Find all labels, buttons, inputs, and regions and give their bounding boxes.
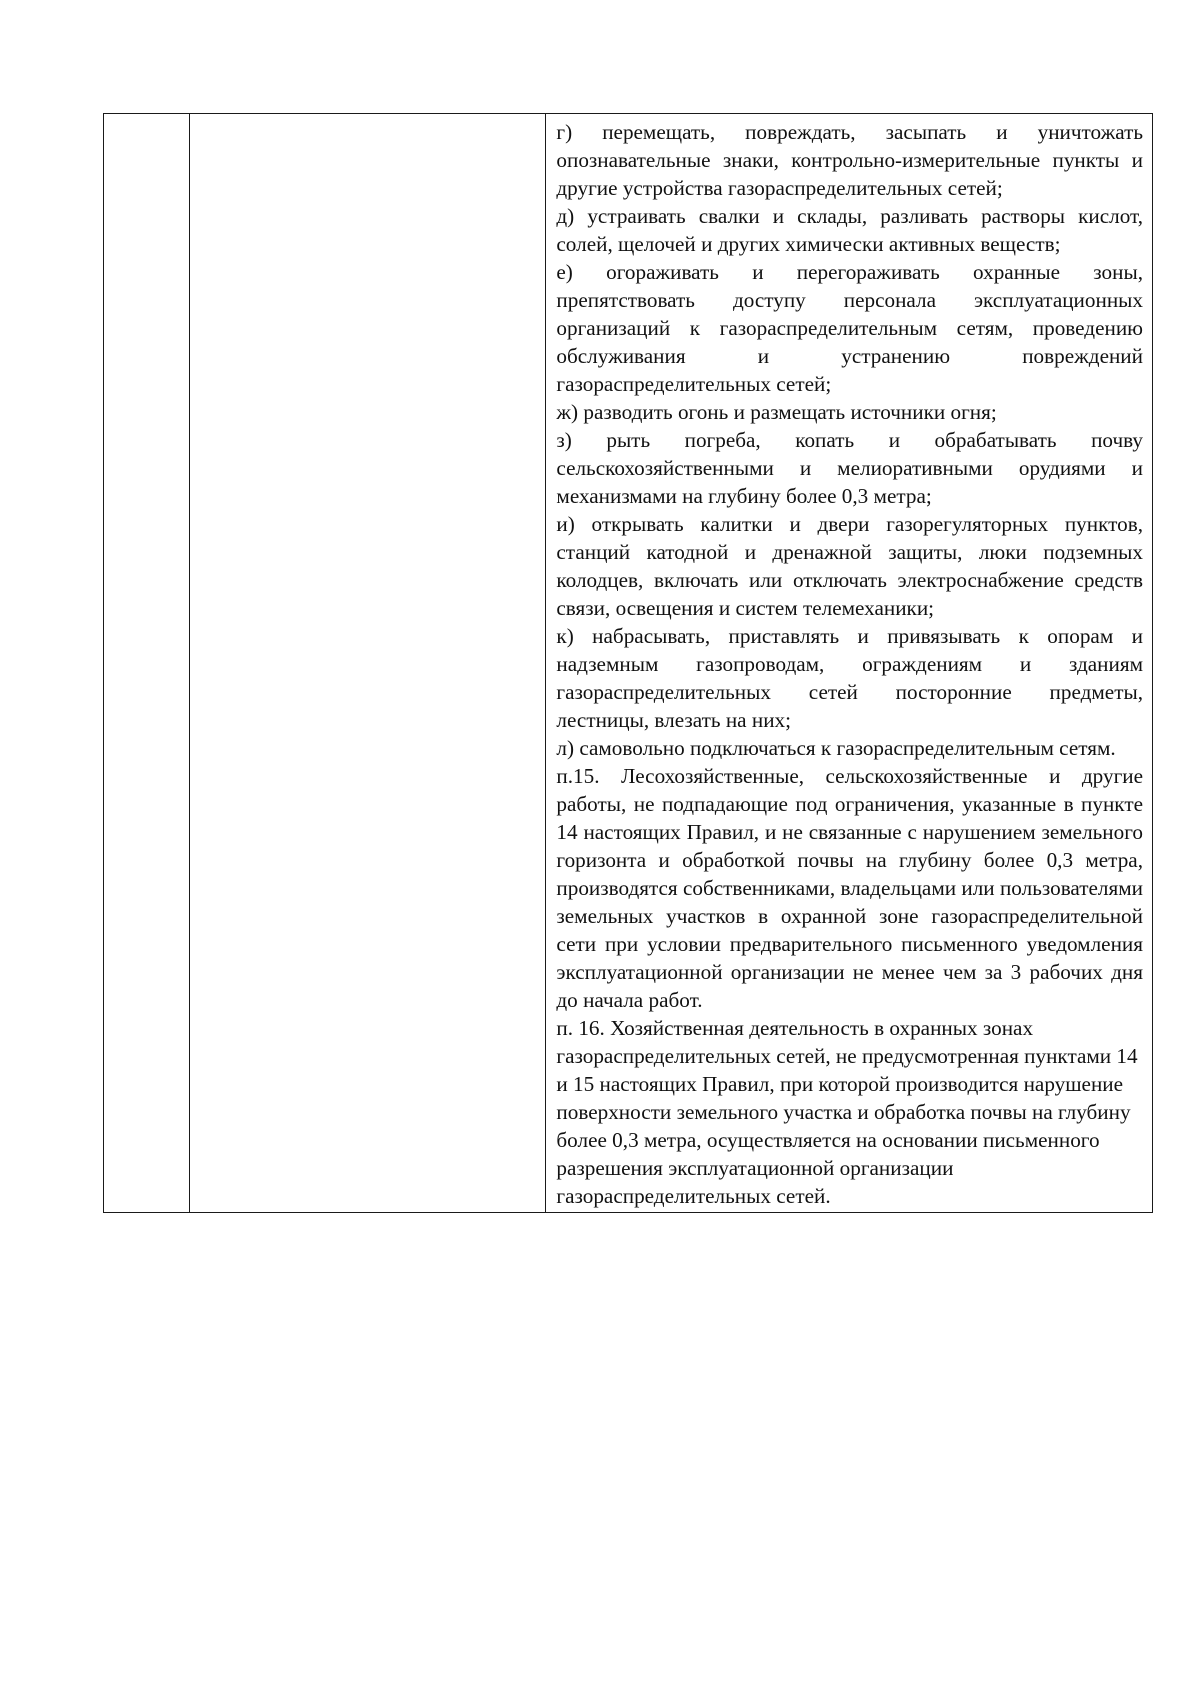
provision-item-k: к) набрасывать, приставлять и привязывать к опорам и надземным газопроводам, ограждениям и зданиям газораспределительных сетей посторонние предметы, лестницы, влезать на них;	[556, 624, 1143, 732]
table-row	[104, 114, 1153, 1213]
provision-item-e: е) огораживать и перегораживать охранные зоны, препятствовать доступу персонала эксплуатационных организаций к газораспределительным сетям, проведению обслуживания и устранению повреждений газораспределительных сетей;	[556, 260, 1143, 396]
table-cell-provisions	[546, 114, 1153, 1213]
table-cell-number	[104, 114, 190, 1213]
provision-item-zh: ж) разводить огонь и размещать источники огня;	[556, 400, 997, 424]
clause-16: п. 16. Хозяйственная деятельность в охранных зонах газораспределительных сетей, не предусмотренная пунктами 14 и 15 настоящих Правил, при которой производится нарушение поверхности земельного участка и обработка почвы на глубину более 0,3 метра, осуществляется на основании письменного разрешения эксплуатационной организации газораспределительных сетей.	[556, 1016, 1138, 1208]
document-table	[103, 113, 1153, 1213]
provision-item-l: л) самовольно подключаться к газораспределительным сетям.	[556, 736, 1116, 760]
provision-item-i: и) открывать калитки и двери газорегуляторных пунктов, станций катодной и дренажной защиты, люки подземных колодцев, включать или отключать электроснабжение средств связи, освещения и систем телемеханики;	[556, 512, 1143, 620]
table-cell-subject	[190, 114, 546, 1213]
cell-subject-text	[190, 114, 545, 120]
provisions-text-block	[546, 114, 1152, 1212]
clause-15: п.15. Лесохозяйственные, сельскохозяйственные и другие работы, не подпадающие под ограничения, указанные в пункте 14 настоящих Правил, и не связанные с нарушением земельного горизонта и обработкой почвы на глубину более 0,3 метра, производятся собственниками, владельцами или пользователями земельных участков в охранной зоне газораспределительной сети при условии предварительного письменного уведомления эксплуатационной организации не менее чем за 3 рабочих дня до начала работ.	[556, 764, 1143, 1012]
provision-item-z: з) рыть погреба, копать и обрабатывать почву сельскохозяйственными и мелиоративными орудиями и механизмами на глубину более 0,3 метра;	[556, 428, 1143, 508]
provision-item-d: д) устраивать свалки и склады, разливать растворы кислот, солей, щелочей и других химически активных веществ;	[556, 204, 1143, 256]
cell-number-text	[104, 114, 189, 120]
provision-item-g: г) перемещать, повреждать, засыпать и уничтожать опознавательные знаки, контрольно-измерительные пункты и другие устройства газораспределительных сетей;	[556, 120, 1143, 200]
